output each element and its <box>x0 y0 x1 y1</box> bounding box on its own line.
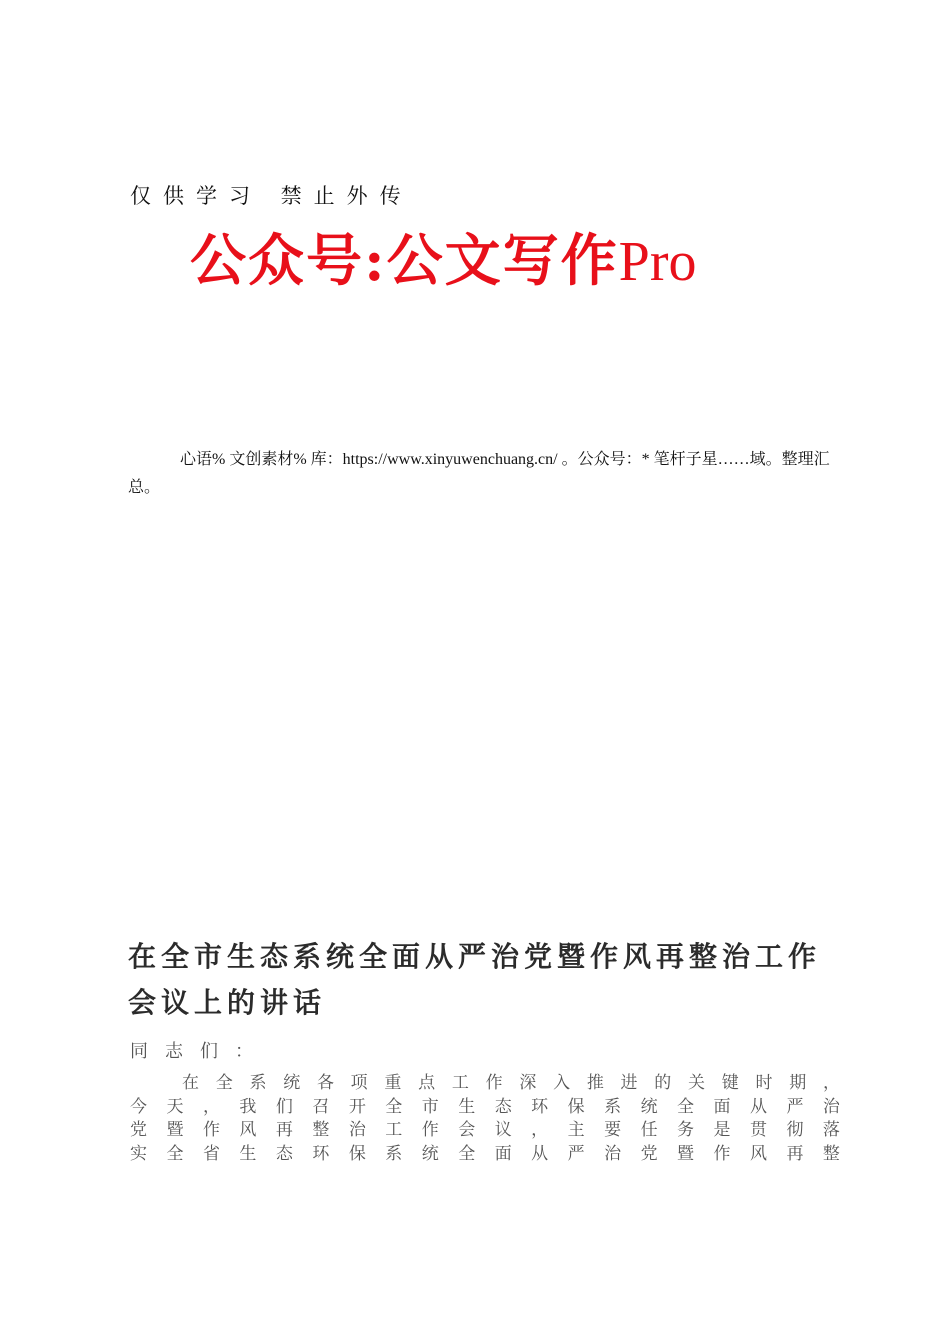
body-char: 务 <box>677 1120 695 1140</box>
body-char: 项 <box>350 1073 368 1093</box>
body-char: 治 <box>348 1120 366 1140</box>
body-char: ， <box>531 1120 549 1140</box>
body-char: 系 <box>249 1073 267 1093</box>
body-char: 会 <box>458 1120 476 1140</box>
body-char: 入 <box>553 1073 571 1093</box>
body-char: 从 <box>531 1143 549 1164</box>
body-char: 要 <box>604 1120 622 1140</box>
brand-banner <box>190 226 790 296</box>
body-char: 全 <box>385 1096 403 1117</box>
body-char: 深 <box>519 1073 537 1093</box>
body-char: 统 <box>640 1096 658 1117</box>
body-char: 保 <box>348 1143 366 1164</box>
body-char: 生 <box>458 1096 476 1117</box>
body-char: 再 <box>786 1143 804 1164</box>
body-char: 关 <box>688 1073 706 1093</box>
body-char: 系 <box>604 1096 622 1117</box>
body-char: 在 <box>182 1073 199 1093</box>
body-line <box>130 1072 840 1096</box>
body-char: 作 <box>485 1073 503 1093</box>
body-char: 作 <box>713 1143 731 1164</box>
body-char: 进 <box>620 1073 638 1093</box>
body-text <box>130 1072 840 1166</box>
body-char: 市 <box>421 1096 439 1117</box>
body-char: 推 <box>586 1073 604 1093</box>
document-title: 在全市生态系统全面从严治党暨作风再整治工作会议上的讲话 <box>128 940 822 1019</box>
body-char: 召 <box>312 1096 330 1117</box>
body-char: 党 <box>640 1143 658 1164</box>
body-char: 议 <box>494 1120 512 1140</box>
body-char: 面 <box>713 1096 731 1117</box>
body-char: 暨 <box>166 1120 184 1140</box>
body-char: 今 <box>130 1096 147 1117</box>
body-char: 面 <box>494 1143 512 1164</box>
body-char: 严 <box>567 1143 585 1164</box>
body-char: 贯 <box>749 1120 767 1140</box>
source-text: 心语% 文创素材% 库：https://www.xinyuwenchuang.cn/ 。公众号：* 笔杆子星……域。整理汇总。 <box>128 451 830 496</box>
body-char: 键 <box>721 1073 739 1093</box>
body-char: 重 <box>384 1073 402 1093</box>
body-char: 环 <box>312 1143 330 1164</box>
body-char: 保 <box>567 1096 585 1117</box>
body-char: 从 <box>749 1096 767 1117</box>
body-char: 再 <box>275 1120 293 1140</box>
body-char: 暨 <box>677 1143 695 1164</box>
body-char: 统 <box>283 1073 301 1093</box>
body-char: 治 <box>822 1096 840 1117</box>
salutation: 同志们： <box>130 1041 270 1062</box>
body-char: 作 <box>421 1120 439 1140</box>
body-line <box>130 1096 840 1120</box>
body-char: 工 <box>451 1073 469 1093</box>
body-char: 生 <box>239 1143 257 1164</box>
body-char: 作 <box>202 1120 220 1140</box>
body-char: 任 <box>640 1120 658 1140</box>
body-char: 主 <box>567 1120 585 1140</box>
body-char: 落 <box>822 1120 840 1140</box>
body-char: 整 <box>822 1143 840 1164</box>
body-char: ， <box>822 1073 840 1093</box>
body-char: 全 <box>166 1143 184 1164</box>
body-char: 开 <box>348 1096 366 1117</box>
body-char: 各 <box>316 1073 334 1093</box>
body-char: 我 <box>239 1096 257 1117</box>
body-char: 省 <box>202 1143 220 1164</box>
body-char: 的 <box>654 1073 672 1093</box>
body-char: 时 <box>755 1073 773 1093</box>
body-char: 风 <box>749 1143 767 1164</box>
body-char: 天 <box>166 1096 184 1117</box>
source-line <box>128 446 840 502</box>
body-char: 统 <box>421 1143 439 1164</box>
brand-latin: Pro <box>618 231 697 293</box>
body-char: 点 <box>418 1073 436 1093</box>
brand-cjk: 公众号:公文写作 <box>190 228 619 294</box>
body-char: 全 <box>677 1096 695 1117</box>
body-char: ， <box>202 1096 220 1117</box>
body-line <box>130 1143 840 1167</box>
body-char: 彻 <box>786 1120 804 1140</box>
body-char: 实 <box>130 1143 147 1164</box>
body-char: 整 <box>312 1120 330 1140</box>
body-char: 风 <box>239 1120 257 1140</box>
body-char: 党 <box>130 1120 147 1140</box>
body-char: 工 <box>385 1120 403 1140</box>
body-char: 严 <box>786 1096 804 1117</box>
body-char: 们 <box>275 1096 293 1117</box>
body-char: 期 <box>789 1073 807 1093</box>
body-char: 全 <box>458 1143 476 1164</box>
body-char: 环 <box>531 1096 549 1117</box>
body-char: 治 <box>604 1143 622 1164</box>
body-char: 全 <box>215 1073 233 1093</box>
body-char: 态 <box>275 1143 293 1164</box>
body-line <box>130 1119 840 1143</box>
body-char: 态 <box>494 1096 512 1117</box>
notice-text: 仅供学习 禁止外传 <box>130 184 413 208</box>
body-char: 是 <box>713 1120 731 1140</box>
body-char: 系 <box>385 1143 403 1164</box>
